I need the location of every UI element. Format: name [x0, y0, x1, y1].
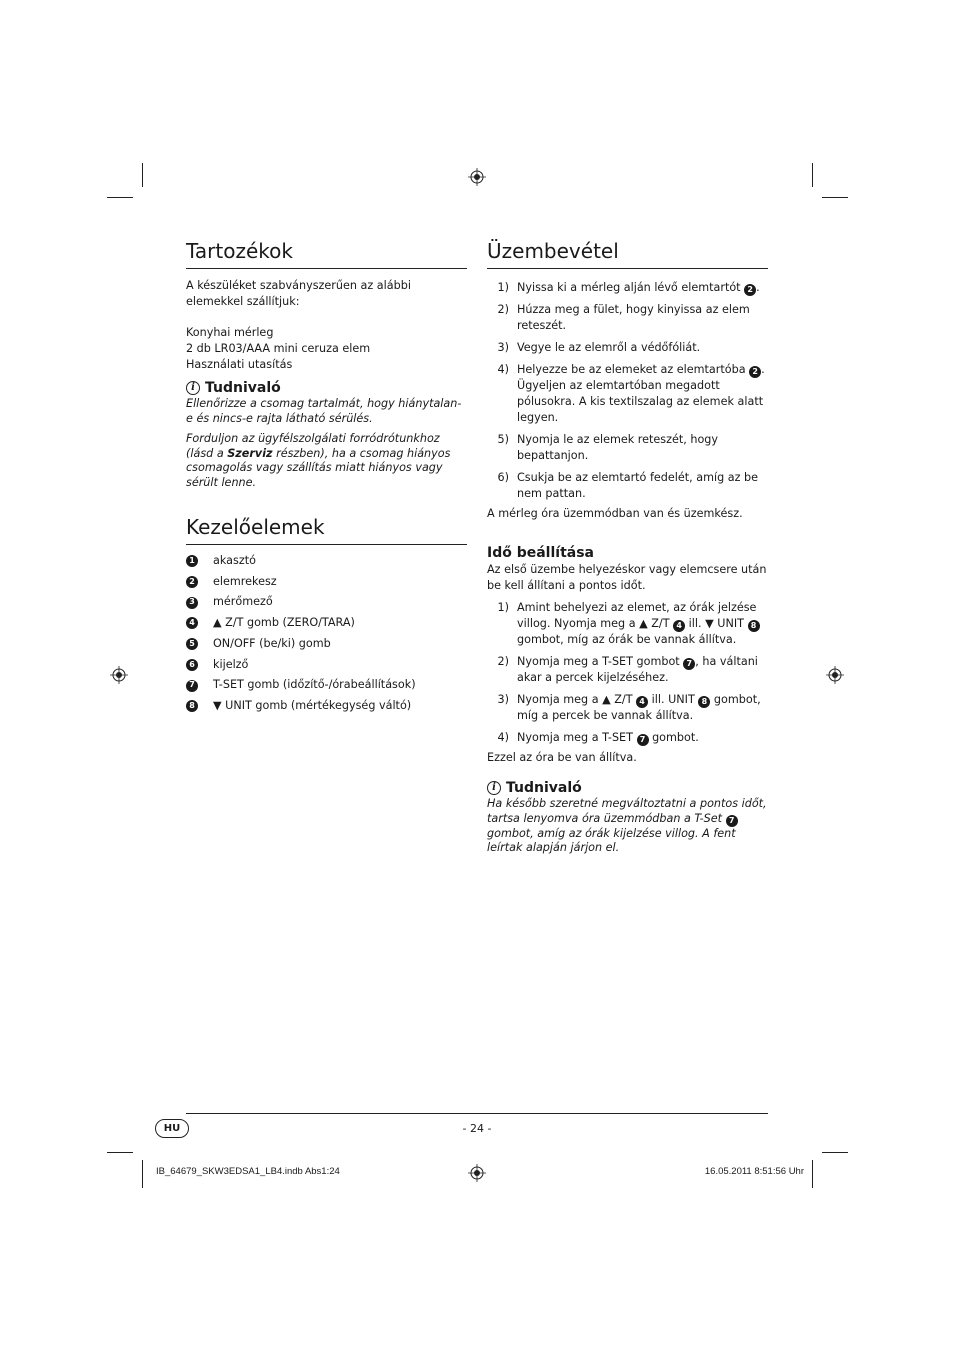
step-number: 6) — [497, 471, 509, 484]
number-badge: 4 — [673, 620, 685, 632]
note-heading — [487, 779, 768, 797]
crop-mark — [822, 197, 848, 198]
part-label: ▼ UNIT gomb (mértékegység váltó) — [213, 698, 412, 712]
service-reference: Szerviz — [227, 446, 273, 460]
number-badge: 8 — [748, 620, 760, 632]
accessories-list — [186, 325, 467, 373]
note-paragraph — [487, 797, 768, 856]
page-number: - 24 - — [462, 1122, 492, 1135]
step-text-part: Nyissa ki a mérleg alján lévő elemtartót — [517, 281, 741, 294]
number-badge: 7 — [683, 658, 695, 670]
step-text-part: gombot, míg az órák be vannak állítva. — [517, 633, 737, 646]
step-text: Vegye le az elemről a védőfóliát. — [517, 341, 701, 354]
step-text-part: Nyomja meg a ▲ Z/T — [517, 693, 633, 706]
step-text: Csukja be az elemtartó fedelét, amíg az be nem pattan. — [517, 471, 759, 500]
note-heading-label: Tudnivaló — [205, 380, 281, 396]
step-text-part: . — [756, 281, 760, 294]
list-item — [487, 730, 768, 746]
time-intro: Az első üzembe helyezéskor vagy elemcsere után be kell állítani a pontos időt. — [487, 563, 767, 592]
step-text — [517, 600, 768, 648]
step-number: 3) — [497, 693, 509, 706]
step-text-part: gombot, míg a percek be vannak állítva. — [517, 693, 761, 722]
step-number: 4) — [497, 363, 509, 376]
step-text-part: , ha váltani akar a percek kijelzéséhez. — [517, 655, 758, 684]
note-text: Ha később szeretné megváltoztatni a pontos időt, tartsa lenyomva óra üzemmódban a T-Set — [487, 797, 767, 825]
section-title-accessories: Tartozékok — [186, 238, 467, 269]
number-badge: 7 — [186, 680, 198, 692]
step-number: 4) — [497, 731, 509, 744]
step-text-part: ill. UNIT — [651, 693, 695, 706]
info-icon: i — [186, 381, 200, 395]
number-badge: 7 — [726, 815, 738, 827]
list-item: Konyhai mérleg — [186, 326, 274, 339]
note-heading — [186, 379, 467, 397]
info-icon: i — [487, 781, 501, 795]
list-item — [186, 675, 467, 696]
accessories-intro: A készüléket szabványszerűen az alábbi elemekkel szállítjuk: — [186, 279, 411, 308]
note-text: Forduljon az ügyfélszolgálati forródrótunkhoz (lásd a — [186, 432, 440, 460]
step-number: 3) — [497, 341, 509, 354]
list-item — [487, 470, 768, 502]
list-item — [487, 600, 768, 648]
crop-mark — [142, 163, 143, 187]
list-item — [186, 613, 467, 634]
part-label: ON/OFF (be/ki) gomb — [213, 636, 331, 650]
step-text — [517, 692, 768, 724]
list-item — [186, 572, 467, 593]
step-text: Nyomja le az elemek reteszét, hogy bepattanjon. — [517, 433, 719, 462]
step-text-part: . Ügyeljen az elemtartóban megadott pólusokra. A kis textilszalag az elemek alatt legyen. — [517, 363, 765, 424]
step-text-part: gombot. — [652, 731, 699, 744]
note-paragraph: Ellenőrizze a csomag tartalmát, hogy hiánytalan-e és nincs-e rajta látható sérülés. — [186, 397, 462, 425]
part-label: kijelző — [213, 657, 249, 671]
language-badge: HU — [155, 1119, 189, 1138]
list-item — [487, 340, 768, 356]
step-text — [517, 730, 768, 746]
list-item — [487, 432, 768, 464]
step-number: 2) — [497, 655, 509, 668]
number-badge: 2 — [744, 284, 756, 296]
note-text: részben), ha a csomag hiányos csomagolás vagy szállítás miatt hiányos vagy sérült lenne. — [186, 446, 451, 489]
step-text-part: Nyomja meg a T-SET — [517, 731, 633, 744]
left-column — [186, 238, 467, 717]
crop-mark — [812, 163, 813, 187]
number-badge: 5 — [186, 638, 198, 650]
part-label: elemrekesz — [213, 574, 277, 588]
note-paragraph — [186, 432, 467, 490]
step-text: Húzza meg a fület, hogy kinyissa az elem reteszét. — [517, 303, 750, 332]
startup-result: A mérleg óra üzemmódban van és üzemkész. — [487, 507, 743, 520]
number-badge: 7 — [637, 734, 649, 746]
crop-mark — [822, 1152, 848, 1153]
step-text-part: Nyomja meg a T-SET gombot — [517, 655, 680, 668]
step-number: 1) — [497, 281, 509, 294]
crop-mark — [107, 197, 133, 198]
registration-mark-icon — [110, 666, 128, 684]
list-item — [487, 302, 768, 334]
registration-mark-icon — [468, 1164, 486, 1182]
step-text-part: Amint behelyezi az elemet, az órák jelzése villog. Nyomja meg a ▲ Z/T — [517, 601, 757, 630]
list-item — [487, 280, 768, 296]
number-badge: 8 — [698, 696, 710, 708]
print-slug: IB_64679_SKW3EDSA1_LB4.indb Abs1:24 — [156, 1166, 340, 1177]
footer-divider — [186, 1113, 768, 1114]
registration-mark-icon — [826, 666, 844, 684]
part-label: ▲ Z/T gomb (ZERO/TARA) — [213, 616, 355, 630]
crop-mark — [142, 1160, 143, 1188]
step-number: 5) — [497, 433, 509, 446]
step-text-part: Helyezze be az elemeket az elemtartóba — [517, 363, 746, 376]
part-label: mérőmező — [213, 595, 273, 609]
note-text: gombot, amíg az órák kijelzése villog. A fent leírtak alapján járjon el. — [487, 826, 736, 855]
part-label: akasztó — [213, 554, 256, 567]
list-item — [487, 362, 768, 426]
number-badge: 1 — [186, 555, 198, 567]
list-item: Használati utasítás — [186, 358, 293, 371]
list-item — [186, 696, 467, 717]
print-timestamp: 16.05.2011 8:51:56 Uhr — [704, 1166, 804, 1177]
number-badge: 3 — [186, 597, 198, 609]
list-item: 2 db LR03/AAA mini ceruza elem — [186, 342, 371, 355]
step-text — [517, 654, 768, 686]
number-badge: 6 — [186, 659, 198, 671]
list-item — [487, 654, 768, 686]
time-result: Ezzel az óra be van állítva. — [487, 751, 637, 764]
number-badge: 4 — [186, 617, 198, 629]
parts-list — [186, 551, 467, 717]
list-item — [186, 634, 467, 655]
list-item — [186, 655, 467, 676]
section-title-startup: Üzembevétel — [487, 238, 768, 269]
number-badge: 8 — [186, 700, 198, 712]
step-number: 1) — [497, 601, 509, 614]
crop-mark — [812, 1160, 813, 1188]
crop-mark — [107, 1152, 133, 1153]
section-title-controls: Kezelőelemek — [186, 514, 467, 545]
list-item — [186, 592, 467, 613]
part-label: T-SET gomb (időzítő-/órabeállítások) — [213, 678, 416, 692]
list-item — [186, 551, 467, 572]
step-text-part: ill. ▼ UNIT — [688, 617, 744, 630]
step-text — [517, 280, 768, 296]
list-item — [487, 692, 768, 724]
step-number: 2) — [497, 303, 509, 316]
registration-mark-icon — [468, 168, 486, 186]
subsection-title-time: Idő beállítása — [487, 545, 595, 561]
note-heading-label: Tudnivaló — [506, 780, 582, 796]
step-text — [517, 362, 768, 426]
startup-steps — [487, 280, 768, 502]
number-badge: 2 — [186, 576, 198, 588]
number-badge: 2 — [749, 366, 761, 378]
number-badge: 4 — [636, 696, 648, 708]
time-steps — [487, 600, 768, 746]
right-column — [487, 238, 768, 856]
